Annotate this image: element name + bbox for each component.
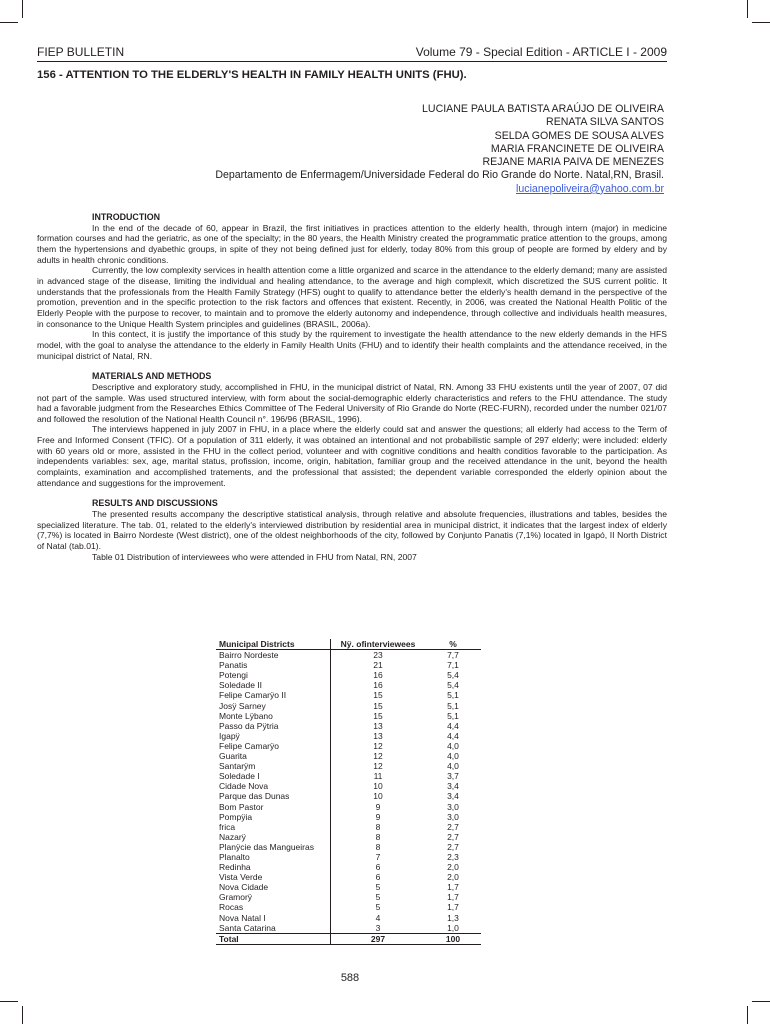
table-cell: 5 [375,902,381,913]
table-header-row [216,639,481,650]
table-cell: 5 [375,882,381,893]
paragraph: In the end of the decade of 60, appear in Brazil, the first initiatives in practices attention to the elderly health, through intern (major) in medicine formation courses and had the geriatric, as one of the specialty; in the 80 years, the Health Ministry created the programmatic pratice attention to the groups, among them the hypertensions and dyabethic groups, in spite of they not being defined just for elderly, today 80% from this group of people are formed by eldery and by adults in health chronic conditions. [37,222,667,265]
table-cell: 5,1 [447,700,459,711]
table-cell: 9 [375,801,381,812]
paragraph: The presented results accompany the descriptive statistical analysis, through relative and absolute frequencies, illustrations and tables, besides the specialized literature. The tab. 01, related to the elderly's interviewed distribution by residential area in municipal district, it indicates that the largest index of elderly (7,7%) is located in Bairro Nordeste (West district), one of the oldest neighborhoods of the city, followed by Conjunto Panatis (7,1%) located in Igapó, II North District of Natal (tab.01). [37,509,667,552]
table-cell: Vista Verde [216,872,331,882]
crop-mark [0,1001,18,1002]
table-row [216,923,481,934]
table-cell: 2,0 [447,872,459,883]
article-title: 156 - ATTENTION TO THE ELDERLY'S HEALTH IN FAMILY HEALTH UNITS (FHU). [37,69,467,81]
table-row [216,842,481,852]
table-row [216,711,481,721]
table-cell: Monte Lÿbano [216,711,331,721]
table-cell: 4 [375,912,381,923]
author-name: SELDA GOMES DE SOUSA ALVES [494,129,664,142]
table-cell: 21 [373,660,383,671]
table-cell: 1,3 [447,912,459,923]
table-row [216,751,481,761]
table-cell: 2,0 [447,862,459,873]
table-cell: 5,4 [447,680,459,691]
table-cell: Santa Catarina [216,923,331,934]
author-name: LUCIANE PAULA BATISTA ARAÚJO DE OLIVEIRA [422,103,664,115]
table-cell: Igapÿ [216,731,331,741]
table-cell: Felipe Camarÿo [216,741,331,751]
section-heading: RESULTS AND DISCUSSIONS [92,498,218,509]
table-row [216,822,481,832]
table-caption: Table 01 Distribution of interviewees who were attended in FHU from Natal, RN, 2007 [92,551,417,562]
table-row [216,902,481,912]
email-link[interactable]: lucianepoliveira@yahoo.com.br [516,182,664,195]
table-cell: 4,4 [447,730,459,741]
table-cell: 2,7 [447,831,459,842]
column-header: % [425,639,481,650]
page-number: 588 [340,972,360,984]
table-row [216,832,481,842]
table-cell: Rocas [216,902,331,912]
table-cell: 8 [375,831,381,842]
table-row [216,781,481,791]
table-cell: Potengi [216,670,331,680]
table-cell: Felipe Camarÿo II [216,690,331,700]
table-row [216,892,481,902]
table-cell: 7 [375,851,381,862]
table-cell: 2,3 [447,851,459,862]
table-cell: 12 [373,761,383,772]
table-row [216,812,481,822]
journal-name: FIEP BULLETIN [37,45,125,59]
table-cell: Santarÿm [216,761,331,771]
table-cell: 3,4 [447,781,459,792]
crop-mark [752,1001,770,1002]
table-cell: 5,4 [447,670,459,681]
table-cell: 6 [375,872,381,883]
table-cell: Bairro Nordeste [216,650,331,661]
table-row [216,731,481,741]
table-cell: Josÿ Sarney [216,701,331,711]
crop-mark [22,1006,23,1024]
table-cell: Panatis [216,660,331,670]
affiliation: Departamento de Enfermagem/Universidade Federal do Rio Grande do Norte. Natal,RN, Brasil. [215,169,664,182]
paragraph: In this contect, it is justify the importance of this study by the rquirement to investigate the health attendance to the new elderly demands in the HFS model, with the goal to analyse the attendance to the elderly in Family Health Units (FHU) and to identify their health complaints and the attendance received, in the municipal district of Natal, RN. [37,329,667,361]
table-cell: 8 [375,821,381,832]
table-cell: 1,7 [447,902,459,913]
table-cell: 13 [373,720,383,731]
table-cell: frica [216,822,331,832]
table-cell: Parque das Dunas [216,791,331,801]
table-cell: Passo da Pÿtria [216,721,331,731]
section-heading: MATERIALS AND METHODS [92,371,212,382]
running-header [37,45,667,59]
section-heading: INTRODUCTION [92,212,161,222]
author-block [215,103,664,196]
table-cell: 16 [373,680,383,691]
table-cell: Cidade Nova [216,781,331,791]
table-cell: 13 [373,730,383,741]
table-row [216,862,481,872]
table-cell: Pompÿia [216,812,331,822]
table-row [216,670,481,680]
table-cell: 15 [373,710,383,721]
table-row [216,771,481,781]
table-cell: Soledade I [216,771,331,781]
table-row [216,761,481,771]
table-cell: Redinha [216,862,331,872]
table-cell: Planalto [216,852,331,862]
header-rule [37,61,667,62]
table-row [216,741,481,751]
table-cell: 8 [375,841,381,852]
table-cell: 11 [373,771,383,782]
issue-info: Volume 79 - Special Edition - ARTICLE I - 2009 [415,45,667,59]
table-cell: Planÿcie das Mangueiras [216,842,331,852]
table-cell: 15 [373,700,383,711]
table-cell: Total [216,933,331,944]
table-cell: 3,0 [447,801,459,812]
table-cell: Nova Natal I [216,913,331,923]
table-row [216,791,481,801]
table-cell: 3,4 [447,791,459,802]
table-cell: 297 [331,933,426,944]
table-body [216,650,481,934]
table-cell: 12 [373,740,383,751]
table-cell: 12 [373,751,383,762]
table-cell: 4,0 [447,751,459,762]
crop-mark [747,1006,748,1024]
table-cell: 3,7 [447,771,459,782]
table-cell: 4,4 [447,720,459,731]
crop-mark [747,0,748,18]
table-total-row [216,933,481,944]
crop-mark [752,22,770,23]
crop-mark [22,0,23,18]
table-row [216,690,481,700]
paragraph: The interviews happened in july 2007 in FHU, in a place where the elderly could sat and answer the questions; all elderly had access to the Term of Free and Informed Consent (TFIC). Of a population of 311 elderly, it was obtained an intentional and not probabilistic sample of 297 elderly; were included: elderly with 60 years old or more, assisted in the FHU in the collect period, volunteer and with cognitive conditions and health conditios favorable to the participation. As independents variables: sex, age, marital status, profission, income, origin, habitation, familiar group and the received attendance in the unit, beyond the health complaints, examination and accomplished tratements, and the professional that assisted; the dependent variable corresponded the elderly opinion about the attendance and suggestions for the improvement. [37,424,667,488]
table-cell: 1,0 [447,922,459,933]
table-cell: 2,7 [447,841,459,852]
table-cell: 4,0 [447,740,459,751]
author-name: MARIA FRANCINETE DE OLIVEIRA [490,142,664,155]
table-row [216,721,481,731]
table-cell: 1,7 [447,882,459,893]
paragraph: Currently, the low complexity services in health attention come a little organized and scarce in the attendance to the elderly demand; many are assisted in advanced stage of the disease, limiting the individual and healing attendance, to the average and high complexit, which discretized the SUS current politic. It understands that the professionals from the Health Family Strategy (HFS) ought to qualify to attendance better the elderly's health demand in the perspective of the promotion, prevention and in the specific protection to the risk factors and offences that existent. Recently, in 2006, was created the National Health Politic of the Elderly People with the purpose to recover, to maintain and to promove the elderly autonomy and independence, through collective and individuals health measures, in consonance to the Unique Health System principles and guidelines (BRASIL, 2006a). [37,265,667,329]
article-body [37,212,667,562]
table-cell: 10 [373,781,383,792]
table-row [216,802,481,812]
column-header: Nÿ. ofinterviewees [331,639,426,650]
table-cell: 3 [375,922,381,933]
table-cell: 4,0 [447,761,459,772]
table-cell: 5,1 [447,710,459,721]
table-row [216,852,481,862]
table-row [216,660,481,670]
table-cell: Gramorÿ [216,892,331,902]
table-cell: 9 [375,811,381,822]
districts-table [216,639,481,945]
paragraph: Descriptive and exploratory study, accomplished in FHU, in the municipal district of Natal, RN. Among 33 FHU existents until the year of 2007, 07 did not part of the sample. Was used structured interview, with form about the social-demographic elderly characteristics and refers to the FHU attendance. The study had a favorable judgment from the Researches Ethics Committee of The Federal University of Rio Grande do Norte (REC-FURN), recorded under the number 021/07 and followed the resolution of the National Health Council n°. 196/96 (BRASIL, 1996). [37,381,667,424]
table-cell: 6 [375,862,381,873]
table-cell: 1,7 [447,892,459,903]
table-row [216,680,481,690]
table-cell: 5 [375,892,381,903]
table-row [216,882,481,892]
column-header: Municipal Districts [216,639,331,650]
author-name: REJANE MARIA PAIVA DE MENEZES [482,156,664,169]
table-cell: 2,7 [447,821,459,832]
table-cell: Bom Pastor [216,802,331,812]
table-cell: Guarita [216,751,331,761]
table-row [216,701,481,711]
table-row [216,650,481,661]
table-cell: 100 [425,933,481,944]
author-name: RENATA SILVA SANTOS [546,116,664,129]
table-cell: 23 [373,650,383,661]
table-cell: Nova Cidade [216,882,331,892]
crop-mark [0,22,18,23]
table-cell: 3,0 [447,811,459,822]
table-cell: 5,1 [447,690,459,701]
table-row [216,872,481,882]
table-cell: Nazarÿ [216,832,331,842]
table-cell: 10 [373,791,383,802]
table-cell: 7,7 [447,650,459,661]
table-row [216,913,481,923]
table-cell: Soledade II [216,680,331,690]
table-cell: 7,1 [447,660,459,671]
table-cell: 16 [373,670,383,681]
table-cell: 15 [373,690,383,701]
